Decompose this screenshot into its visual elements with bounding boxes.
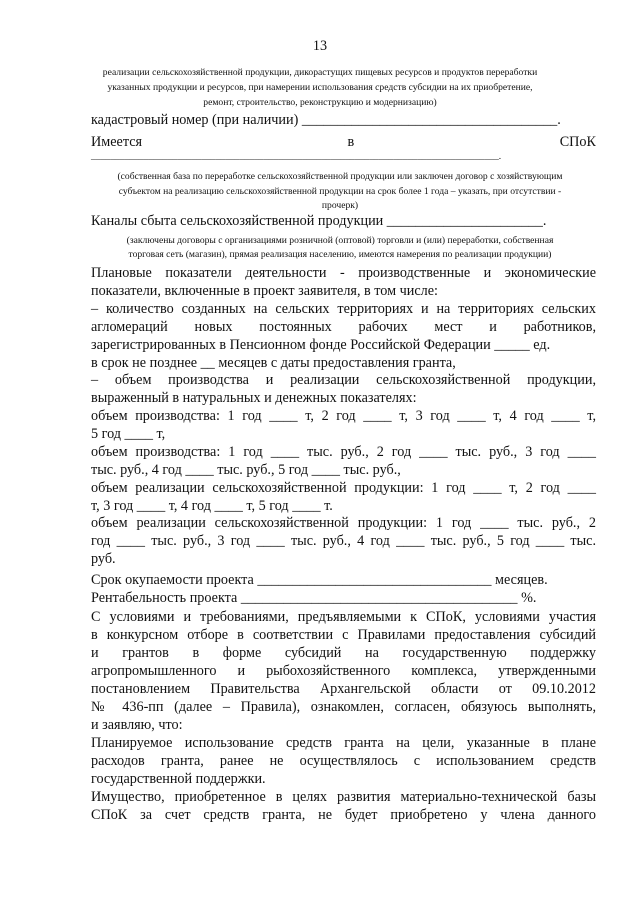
header-line: указанных продукции и ресурсов, при намерении использования средств субсидии на их приобретение, xyxy=(107,82,533,93)
body-line: и заявляю, что: xyxy=(91,717,183,733)
body-line: Имущество, приобретенное в целях развития материально-технической базы xyxy=(91,789,596,805)
note-line: субъектом на реализацию сельскохозяйственной продукции на срок более 1 года – указать, при отсутствии - xyxy=(118,186,562,197)
in-word: в xyxy=(347,134,355,150)
body-line: расходов гранта, ранее не осуществлялось с использованием средств xyxy=(91,753,596,769)
body-line: в срок не позднее __ месяцев с даты предоставления гранта, xyxy=(91,355,456,371)
body-line: руб. xyxy=(91,551,116,567)
page-number: 13 xyxy=(312,38,328,54)
body-line: Рентабельность проекта _______________________________________ %. xyxy=(91,590,537,606)
body-line: СПоК за счет средств гранта, не будет приобретено у члена данного xyxy=(91,807,596,823)
body-line: тыс. руб., 4 год ____ тыс. руб., 5 год ____ тыс. руб., xyxy=(91,462,401,478)
body-line: объем реализации сельскохозяйственной продукции: 1 год ____ тыс. руб., 2 xyxy=(91,515,596,531)
body-line: объем производства: 1 год ____ тыс. руб., 2 год ____ тыс. руб., 3 год ____ xyxy=(91,444,596,460)
note-line: торговая сеть (магазин), прямая реализация населению, имеются намерения по реализации продукции) xyxy=(128,249,552,260)
body-line: агломераций новых постоянных рабочих мест и работников, xyxy=(91,319,596,335)
body-line: Срок окупаемости проекта _________________________________ месяцев. xyxy=(91,572,548,588)
has-in-spok-line xyxy=(91,135,596,149)
body-line: – объем производства и реализации сельскохозяйственной продукции, xyxy=(91,372,596,388)
blank-fill-line: _____________________________________________________________________________________. xyxy=(91,151,502,162)
body-line: объем производства: 1 год ____ т, 2 год ____ т, 3 год ____ т, 4 год ____ т, xyxy=(91,408,596,424)
has-word: Имеется xyxy=(91,134,143,150)
note-line: (собственная база по переработке сельскохозяйственной продукции или заключен договор с хозяйствующим xyxy=(117,171,563,182)
body-line: – количество созданных на сельских территориях и на территориях сельских xyxy=(91,301,596,317)
note-line: прочерк) xyxy=(321,200,359,211)
body-line: С условиями и требованиями, предъявляемыми к СПоК, условиями участия xyxy=(91,609,596,625)
body-line: и грантов в форме субсидий на государственную поддержку xyxy=(91,645,596,661)
body-line: Планируемое использование средств гранта на цели, указанные в плане xyxy=(91,735,596,751)
body-line: агропромышленного и рыбохозяйственного комплекса, утвержденными xyxy=(91,663,596,679)
sales-channels-line: Каналы сбыта сельскохозяйственной продукции ______________________. xyxy=(91,213,547,229)
body-line: т, 3 год ____ т, 4 год ____ т, 5 год ____ т. xyxy=(91,498,333,514)
note-line: (заключены договоры с организациями розничной (оптовой) торговли и (или) переработки, собственная xyxy=(126,235,554,246)
body-line: зарегистрированных в Пенсионном фонде Российской Федерации _____ ед. xyxy=(91,337,551,353)
body-line: показатели, включенные в проект заявителя, в том числе: xyxy=(91,283,438,299)
body-line: Плановые показатели деятельности - производственные и экономические xyxy=(91,265,596,281)
body-line: постановлением Правительства Архангельской области от 09.10.2012 xyxy=(91,681,596,697)
header-line: реализации сельскохозяйственной продукции, дикорастущих пищевых ресурсов и продуктов переработки xyxy=(102,67,538,78)
body-line: № 436-пп (далее – Правила), ознакомлен, согласен, обязуюсь выполнять, xyxy=(91,699,596,715)
header-line: ремонт, строительство, реконструкцию и модернизацию) xyxy=(203,97,437,108)
body-line: в конкурсном отборе в соответствии с Правилами предоставления субсидий xyxy=(91,627,596,643)
cadastral-number-line: кадастровый номер (при наличии) ____________________________________. xyxy=(91,112,561,128)
spok-word: СПоК xyxy=(559,134,596,150)
body-line: 5 год ____ т, xyxy=(91,426,166,442)
body-line: объем реализации сельскохозяйственной продукции: 1 год ____ т, 2 год ____ xyxy=(91,480,596,496)
body-line: государственной поддержки. xyxy=(91,771,266,787)
body-line: год ____ тыс. руб., 3 год ____ тыс. руб., 4 год ____ тыс. руб., 5 год ____ тыс. xyxy=(91,533,596,549)
body-line: выраженный в натуральных и денежных показателях: xyxy=(91,390,417,406)
